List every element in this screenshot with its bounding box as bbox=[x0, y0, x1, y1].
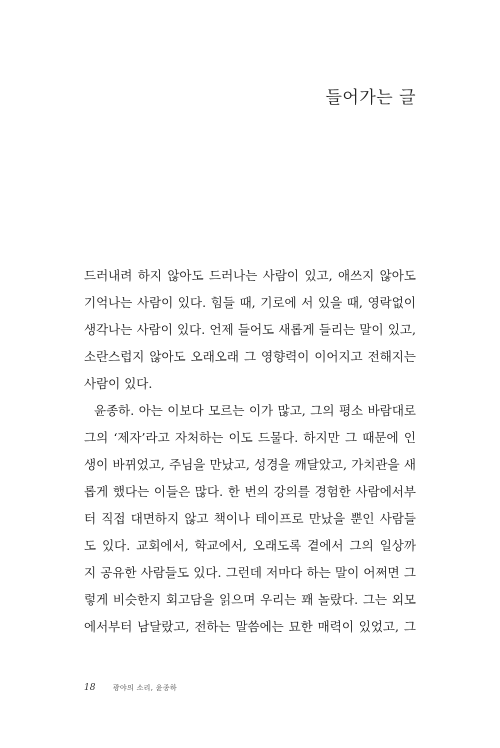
word: 않아도 bbox=[167, 268, 204, 283]
word: 그의 bbox=[310, 403, 335, 418]
word: 매력이 bbox=[317, 619, 354, 634]
word: 오래도록 bbox=[252, 538, 302, 553]
word: 이가 bbox=[248, 403, 274, 418]
word: 만났고, bbox=[209, 457, 250, 472]
word: 드러내려 bbox=[84, 268, 133, 283]
word: 사람들도 bbox=[140, 565, 190, 580]
word: 전해지는 bbox=[367, 349, 416, 364]
word: 새롭게 bbox=[278, 322, 315, 337]
word: 곁에서 bbox=[307, 538, 344, 553]
word: 많고, bbox=[277, 403, 306, 418]
word: 도 bbox=[84, 538, 97, 553]
word: 있고, bbox=[304, 268, 333, 283]
word: 그런데 bbox=[225, 565, 262, 580]
word: 아는 bbox=[138, 403, 163, 418]
word: 놀랐다. bbox=[317, 592, 359, 607]
word: 이보다 bbox=[167, 403, 204, 418]
text-line bbox=[84, 262, 416, 289]
word: 터 bbox=[84, 511, 97, 526]
word: 말이 bbox=[335, 565, 360, 580]
word: 바람대로 bbox=[367, 403, 416, 418]
word: 때, bbox=[239, 295, 256, 310]
text-line bbox=[84, 559, 416, 586]
word: 그의 bbox=[84, 430, 109, 445]
text-line bbox=[84, 451, 416, 478]
text-line bbox=[84, 532, 416, 559]
text-line bbox=[84, 613, 416, 640]
word: 사람에서부 bbox=[355, 484, 416, 499]
word: 있다. bbox=[193, 565, 222, 580]
word: 롭게 bbox=[84, 484, 109, 499]
paragraph-1 bbox=[84, 262, 416, 397]
word: 회고담을 bbox=[166, 592, 215, 607]
word: 그 bbox=[243, 349, 257, 364]
word: 평소 bbox=[338, 403, 364, 418]
word: 있다. bbox=[102, 538, 131, 553]
word: 테이프로 bbox=[255, 511, 304, 526]
paragraph-2 bbox=[84, 397, 416, 640]
word: 있고, bbox=[387, 322, 416, 337]
word: 소란스럽지 bbox=[84, 349, 145, 364]
word: 있다. bbox=[177, 295, 207, 310]
word: 사람이 bbox=[137, 295, 174, 310]
word: 대면하지 bbox=[130, 511, 180, 526]
word: 하지 bbox=[137, 268, 162, 283]
word: 영락없이 bbox=[367, 295, 416, 310]
word: 하지만 bbox=[303, 430, 340, 445]
word: 렇게 bbox=[84, 592, 109, 607]
word: 경험한 bbox=[314, 484, 351, 499]
word: 우리는 bbox=[260, 592, 297, 607]
word: 책이나 bbox=[213, 511, 250, 526]
word: 자처하는 bbox=[174, 430, 224, 445]
word: 학교에서, bbox=[194, 538, 247, 553]
word: 사람이 bbox=[262, 268, 299, 283]
text-line: 사람이 있다. bbox=[84, 376, 153, 391]
word: 그 bbox=[345, 430, 358, 445]
word: 그는 bbox=[362, 592, 388, 607]
word: 꽤 bbox=[301, 592, 314, 607]
word: 어쩌면 bbox=[363, 565, 400, 580]
text-line bbox=[84, 343, 416, 370]
word: 만났을 bbox=[308, 511, 346, 526]
word: 사람이 bbox=[136, 322, 173, 337]
word: 한 bbox=[227, 484, 240, 499]
word: 직접 bbox=[101, 511, 126, 526]
word: 깨달았고, bbox=[294, 457, 347, 472]
word: 뿐인 bbox=[350, 511, 375, 526]
word: 인 bbox=[403, 430, 416, 445]
page-number: 18 bbox=[84, 683, 96, 693]
word: 묘한 bbox=[288, 619, 313, 634]
word: 지 bbox=[84, 565, 97, 580]
word: 비슷한지 bbox=[112, 592, 162, 607]
word: 않아도 bbox=[379, 268, 416, 283]
page-footer bbox=[84, 683, 177, 693]
word: ‘제자’라고 bbox=[113, 430, 170, 445]
word: 강의를 bbox=[273, 484, 310, 499]
word: 일상까 bbox=[379, 538, 416, 553]
word: 언제 bbox=[209, 322, 234, 337]
word: 힘들 bbox=[210, 295, 235, 310]
chapter-title: 들어가는 글 bbox=[325, 88, 416, 108]
word: 생각나는 bbox=[84, 322, 133, 337]
word: 그 bbox=[403, 619, 416, 634]
word: 바뀌었고, bbox=[112, 457, 165, 472]
word: 모르는 bbox=[208, 403, 245, 418]
word: 애쓰지 bbox=[338, 268, 375, 283]
word: 저마다 bbox=[266, 565, 303, 580]
word: 성경을 bbox=[254, 457, 291, 472]
word: 있을 bbox=[318, 295, 343, 310]
word: 외모 bbox=[391, 592, 416, 607]
text-line bbox=[84, 586, 416, 613]
word: 이어지고 bbox=[314, 349, 363, 364]
word: 전하는 bbox=[194, 619, 231, 634]
word: 주님을 bbox=[169, 457, 206, 472]
word: 들리는 bbox=[318, 322, 356, 337]
word: 사람들 bbox=[379, 511, 416, 526]
word: 그의 bbox=[349, 538, 374, 553]
word: 있었고, bbox=[358, 619, 399, 634]
word: 윤종하. bbox=[94, 403, 135, 418]
word: 이도 bbox=[228, 430, 253, 445]
text-line bbox=[84, 424, 416, 451]
running-title: 광야의 소리, 윤종하 bbox=[112, 684, 177, 692]
word: 드러나는 bbox=[209, 268, 258, 283]
word: 공유한 bbox=[100, 565, 137, 580]
word: 가치관을 bbox=[351, 457, 400, 472]
text-line bbox=[84, 478, 416, 505]
word: 때문에 bbox=[362, 430, 399, 445]
word: 드물다. bbox=[258, 430, 299, 445]
word: 서 bbox=[301, 295, 314, 310]
word: 들어도 bbox=[237, 322, 275, 337]
text-line bbox=[84, 505, 416, 532]
word: 때, bbox=[346, 295, 363, 310]
word: 않고 bbox=[184, 511, 209, 526]
word: 번의 bbox=[244, 484, 269, 499]
text-line bbox=[84, 397, 416, 424]
word: 있다. bbox=[177, 322, 206, 337]
text-line bbox=[84, 289, 416, 316]
word: 교회에서, bbox=[136, 538, 189, 553]
word: 생이 bbox=[84, 457, 109, 472]
text-line bbox=[84, 316, 416, 343]
word: 새 bbox=[403, 457, 416, 472]
word: 그 bbox=[403, 565, 416, 580]
word: 하는 bbox=[306, 565, 331, 580]
word: 기억나는 bbox=[84, 295, 133, 310]
word: 영향력이 bbox=[261, 349, 310, 364]
word: 에서부터 bbox=[84, 619, 133, 634]
word: 오래오래 bbox=[190, 349, 239, 364]
word: 많다. bbox=[194, 484, 224, 499]
body-text bbox=[84, 262, 416, 640]
word: 했다는 bbox=[112, 484, 150, 499]
word: 남달랐고, bbox=[137, 619, 190, 634]
word: 말이 bbox=[359, 322, 384, 337]
word: 읽으며 bbox=[219, 592, 256, 607]
word: 이들은 bbox=[153, 484, 191, 499]
word: 기로에 bbox=[260, 295, 297, 310]
word: 말씀에는 bbox=[235, 619, 284, 634]
word: 않아도 bbox=[149, 349, 186, 364]
